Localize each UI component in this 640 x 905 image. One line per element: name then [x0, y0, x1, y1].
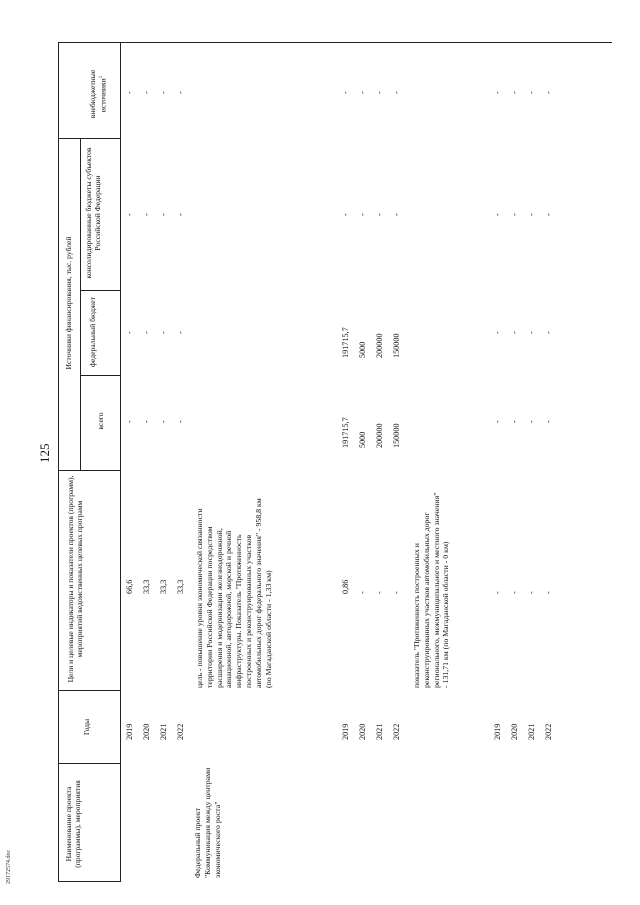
year-cell: 2019 [493, 723, 502, 740]
indicator-cell: 33,3 [176, 579, 185, 594]
extra-cell: - [341, 91, 350, 94]
total-cell: - [493, 420, 502, 423]
header-total: всего [96, 412, 105, 430]
regional-cell: - [392, 213, 401, 216]
federal-cell: - [142, 331, 151, 334]
federal-cell: 200000 [375, 333, 384, 358]
header-extra [88, 54, 108, 134]
total-cell: 5000 [358, 431, 367, 448]
federal-cell: 5000 [358, 341, 367, 358]
col-divider-name-years [58, 763, 120, 764]
federal-cell: - [159, 331, 168, 334]
funding-group-divider [80, 138, 81, 470]
table-top-border [58, 42, 612, 43]
extra-cell: - [493, 91, 502, 94]
year-cell: 2020 [142, 723, 151, 740]
total-cell: - [176, 420, 185, 423]
federal-cell: - [510, 331, 519, 334]
indicator-cell: 66,6 [125, 579, 134, 594]
year-cell: 2019 [341, 723, 350, 740]
extra-cell: - [527, 91, 536, 94]
regional-cell: - [544, 213, 553, 216]
indicator-description: показатель "Протяженность построенных и реконструированных участков автомобильных дорог регионального, межмуниципального и местного значения" - 131,71 км (по Магаданской области - 0 км) [412, 492, 451, 688]
indicator-cell: - [493, 591, 502, 594]
col-divider-years-goals [58, 690, 120, 691]
extra-cell: - [358, 91, 367, 94]
indicator-cell: 33,3 [159, 579, 168, 594]
regional-cell: - [125, 213, 134, 216]
header-body-divider [120, 42, 121, 882]
table-bottom-border [58, 881, 120, 882]
indicator-cell: - [358, 591, 367, 594]
regional-cell: - [341, 213, 350, 216]
header-extra-label: внебюджетные источники [88, 69, 108, 119]
indicator-cell: - [544, 591, 553, 594]
indicator-cell: - [510, 591, 519, 594]
regional-cell: - [176, 213, 185, 216]
regional-cell: - [159, 213, 168, 216]
total-cell: 191715,7 [341, 417, 350, 448]
table-left-border [58, 42, 59, 882]
header-regional: консолидированные бюджеты субъектов Российской Федерации [84, 147, 102, 279]
total-cell: 200000 [375, 423, 384, 448]
regional-cell: - [358, 213, 367, 216]
total-cell: - [142, 420, 151, 423]
federal-cell: - [176, 331, 185, 334]
extra-cell: - [510, 91, 519, 94]
header-years: Годы [82, 718, 91, 736]
year-cell: 2020 [358, 723, 367, 740]
federal-cell: - [493, 331, 502, 334]
year-cell: 2021 [527, 723, 536, 740]
col-divider-goals-total [58, 470, 120, 471]
indicator-cell: - [527, 591, 536, 594]
federal-cell: - [125, 331, 134, 334]
year-cell: 2021 [375, 723, 384, 740]
goal-description: цель - повышение уровня экономической связанности территории Российской Федерации посредством расширения и модернизации железнодорожной, авиационной, автодорожной, морской и речной инфраструктуры. Показатель "Протяженность построенных и реконструированных участков автомобильных дорог федерального значения" - 958,8 км (по Магаданской области - 1,33 км) [195, 498, 273, 688]
extra-cell: - [159, 91, 168, 94]
federal-cell: - [544, 331, 553, 334]
total-cell: - [510, 420, 519, 423]
regional-cell: - [527, 213, 536, 216]
header-goals: Цели и целевые индикаторы и показатели проектов (программ), мероприятий ведомственных целевых программ [66, 475, 84, 683]
col-divider-regional-extra [58, 138, 120, 139]
header-funding-group: Источники финансирования, тыс. рублей [64, 236, 73, 370]
federal-cell: 150000 [392, 333, 401, 358]
page-number: 125 [37, 443, 52, 463]
year-cell: 2021 [159, 723, 168, 740]
header-extra-footnote: 1 [99, 75, 104, 79]
regional-cell: - [510, 213, 519, 216]
total-cell: - [159, 420, 168, 423]
indicator-cell: - [392, 591, 401, 594]
extra-cell: - [392, 91, 401, 94]
regional-cell: - [142, 213, 151, 216]
extra-cell: - [125, 91, 134, 94]
year-cell: 2019 [125, 723, 134, 740]
regional-cell: - [375, 213, 384, 216]
extra-cell: - [142, 91, 151, 94]
extra-cell: - [176, 91, 185, 94]
indicator-cell: 0,86 [341, 579, 350, 594]
total-cell: - [527, 420, 536, 423]
federal-cell: 191715,7 [341, 327, 350, 358]
year-cell: 2020 [510, 723, 519, 740]
project-name: Федеральный проект "Коммуникация между центрами экономического роста" [193, 767, 222, 878]
extra-cell: - [375, 91, 384, 94]
col-divider-federal-regional [80, 290, 120, 291]
year-cell: 2022 [544, 723, 553, 740]
document-id: 29172574.doc [6, 849, 12, 884]
indicator-cell: 33,3 [142, 579, 151, 594]
federal-cell: - [527, 331, 536, 334]
header-project-name: Наименование проекта (программы), мероприятия [64, 780, 82, 868]
extra-cell: - [544, 91, 553, 94]
total-cell: - [125, 420, 134, 423]
year-cell: 2022 [176, 723, 185, 740]
header-federal: федеральный бюджет [88, 297, 97, 367]
total-cell: - [544, 420, 553, 423]
total-cell: 150000 [392, 423, 401, 448]
regional-cell: - [493, 213, 502, 216]
year-cell: 2022 [392, 723, 401, 740]
indicator-cell: - [375, 591, 384, 594]
